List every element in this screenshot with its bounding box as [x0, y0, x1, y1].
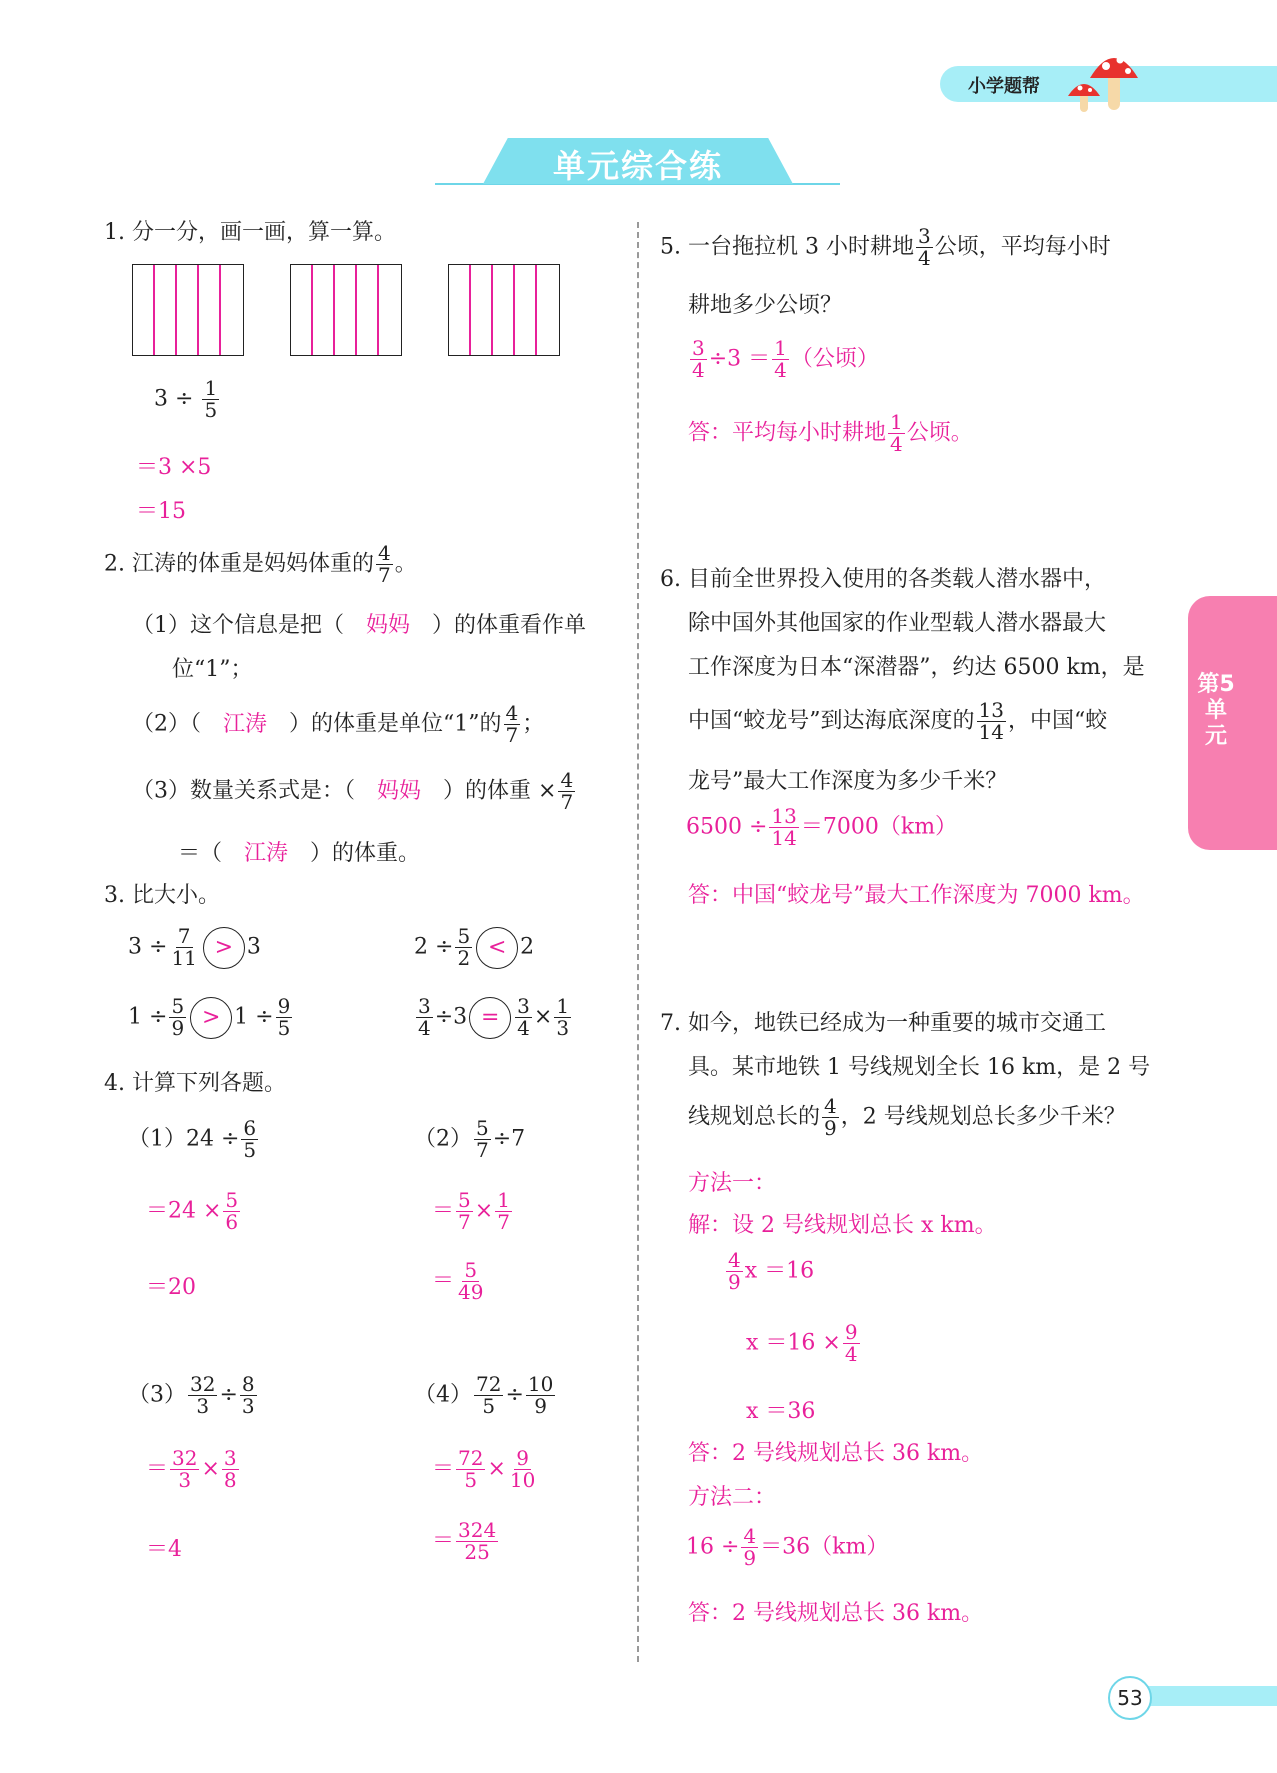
q5-answer: 答：平均每小时耕地 $\frac{1}{4}$ 公顷。 — [688, 410, 973, 456]
q4-part-2: （2） $\frac{5}{7}$ ÷7 — [414, 1116, 526, 1162]
q3-compare-d: $\frac{3}{4}$ ÷3 = $\frac{3}{4}$ × $\frac{1}{3}$ — [418, 994, 570, 1040]
q6-text-2: 除中国外其他国家的作业型载人潜水器最大 — [688, 611, 1107, 636]
q3-compare-a: 3 ÷ $\frac{7}{11}$ > 3 — [128, 924, 261, 970]
q7-eq-1: $\frac{4}{9}$ x ＝16 — [728, 1248, 815, 1294]
q2-part-3: （3）数量关系式是：（ 妈妈 ）的体重 × $\frac{4}{7}$ — [132, 768, 574, 814]
q6-text-1: 6. 目前全世界投入使用的各类载人潜水器中， — [660, 567, 1106, 592]
q1-expression: 3 ÷ $\frac{1}{5}$ — [154, 376, 218, 422]
q3-compare-b: 2 ÷ $\frac{5}{2}$ < 2 — [414, 924, 535, 970]
q4-part-1-step-1: ＝24 × $\frac{5}{6}$ — [146, 1188, 239, 1234]
q6-text-3: 工作深度为日本“深潜器”，约达 6500 km，是 — [688, 655, 1145, 680]
q7-text-3: 线规划总长的 $\frac{4}{9}$ ，2 号线规划总长多少千米？ — [688, 1094, 1126, 1140]
q1-step-2: ＝15 — [136, 499, 186, 524]
brand-label: 小学题帮 — [968, 76, 1040, 97]
q4-part-2-step-2: ＝ $\frac{5}{49}$ — [432, 1258, 484, 1304]
q7-answer-2: 答：2 号线规划总长 36 km。 — [688, 1601, 984, 1626]
q4-part-3-step-2: ＝4 — [146, 1537, 182, 1562]
q7-eq-3: x ＝36 — [746, 1399, 816, 1424]
q2-title: 2. 江涛的体重是妈妈体重的 $\frac{4}{7}$ 。 — [104, 541, 417, 587]
q1-title: 1. 分一分，画一画，算一算。 — [104, 220, 396, 245]
q2-part-1: （1）这个信息是把（ 妈妈 ）的体重看作单 — [132, 613, 587, 638]
q7-method-2: 方法二： — [688, 1485, 777, 1510]
q5-text-1: 5. 一台拖拉机 3 小时耕地 $\frac{3}{4}$ 公顷，平均每小时 — [660, 224, 1111, 270]
q7-eq-2: x ＝16 × $\frac{9}{4}$ — [746, 1320, 858, 1366]
grid-box-1 — [132, 264, 244, 356]
q7-method-1: 方法一： — [688, 1171, 777, 1196]
q4-part-4-step-2: ＝ $\frac{324}{25}$ — [432, 1518, 497, 1564]
q3-compare-c: 1 ÷ $\frac{5}{9}$ > 1 ÷ $\frac{9}{5}$ — [128, 994, 291, 1040]
q7-text-1: 7. 如今，地铁已经成为一种重要的城市交通工 — [660, 1011, 1106, 1036]
q6-text-5: 龙号”最大工作深度为多少千米？ — [688, 769, 1008, 794]
q4-title: 4. 计算下列各题。 — [104, 1071, 286, 1096]
q6-text-4: 中国“蛟龙号”到达海底深度的 $\frac{13}{14}$ ，中国“蛟 — [688, 698, 1108, 744]
unit-label: 第5单元 — [1197, 672, 1235, 749]
q7-method-1-setup: 解：设 2 号线规划总长 x km。 — [688, 1213, 997, 1238]
q7-text-2: 具。某市地铁 1 号线规划全长 16 km，是 2 号 — [688, 1055, 1151, 1080]
q4-part-1-step-2: ＝20 — [146, 1275, 196, 1300]
grid-box-2 — [290, 264, 402, 356]
page-number: 53 — [1108, 1676, 1152, 1720]
q2-part-3-cont: ＝（ 江涛 ）的体重。 — [178, 841, 421, 866]
column-divider — [637, 222, 639, 1662]
q4-part-4: （4） $\frac{72}{5}$ ÷ $\frac{10}{9}$ — [414, 1372, 554, 1418]
mushroom-icon — [1060, 44, 1150, 114]
q4-part-3: （3） $\frac{32}{3}$ ÷ $\frac{8}{3}$ — [128, 1372, 255, 1418]
q4-part-4-step-1: ＝ $\frac{72}{5}$ × $\frac{9}{10}$ — [432, 1446, 536, 1492]
q5-calc: $\frac{3}{4}$ ÷3 ＝ $\frac{1}{4}$ （公顷） — [692, 336, 879, 382]
q5-text-2: 耕地多少公顷？ — [688, 293, 843, 318]
q7-method-2-calc: 16 ÷ $\frac{4}{9}$ ＝36（km） — [686, 1524, 889, 1570]
q4-part-3-step-1: ＝ $\frac{32}{3}$ × $\frac{3}{8}$ — [146, 1446, 237, 1492]
q6-answer: 答：中国“蛟龙号”最大工作深度为 7000 km。 — [688, 883, 1145, 908]
page-title: 单元综合练 — [552, 147, 723, 185]
q4-part-1: （1）24 ÷ $\frac{6}{5}$ — [128, 1116, 257, 1162]
q1-step-1: ＝3 ×5 — [136, 455, 212, 480]
q2-part-1-cont: 位“1”； — [172, 657, 253, 682]
q6-calc: 6500 ÷ $\frac{13}{14}$ ＝7000（km） — [686, 804, 958, 850]
q4-part-2-step-1: ＝ $\frac{5}{7}$ × $\frac{1}{7}$ — [432, 1188, 510, 1234]
page-number-bar — [1130, 1686, 1277, 1706]
q3-title: 3. 比大小。 — [104, 883, 220, 908]
q7-answer-1: 答：2 号线规划总长 36 km。 — [688, 1441, 984, 1466]
grid-box-3 — [448, 264, 560, 356]
q2-part-2: （2）（ 江涛 ）的体重是单位“1”的 $\frac{4}{7}$ ； — [132, 701, 545, 747]
